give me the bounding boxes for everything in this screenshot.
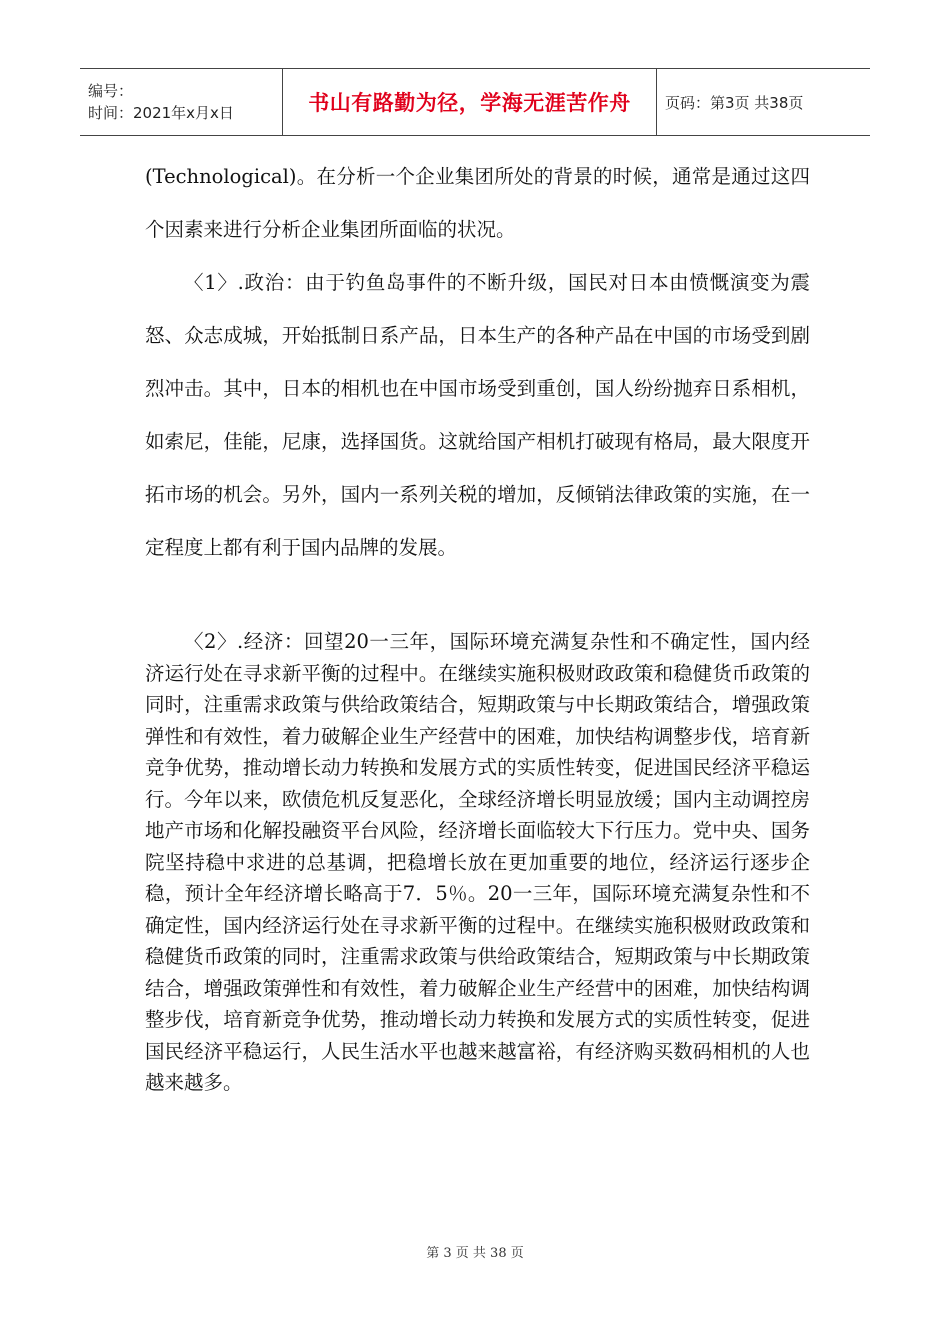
document-number-label: 编号： xyxy=(88,82,134,100)
header-meta xyxy=(80,69,282,135)
paragraph-politics: 〈1〉.政治：由于钓鱼岛事件的不断升级，国民对日本由愤慨演变为震怒、众志成城，开始抵制日系产品，日本生产的各种产品在中国的市场受到剧烈冲击。其中，日本的相机也在中国市场受到重创，国人纷纷抛弃日系相机，如索尼，佳能，尼康，选择国货。这就给国产相机打破现有格局，最大限度开拓市场的机会。另外，国内一系列关税的增加，反倾销法律政策的实施，在一定程度上都有利于国内品牌的发展。 xyxy=(145,271,810,559)
page-footer: 第 3 页 共 38 页 xyxy=(426,1246,524,1261)
paragraph-economy: 〈2〉.经济：回望20一三年，国际环境充满复杂性和不确定性，国内经济运行处在寻求新平衡的过程中。在继续实施积极财政政策和稳健货币政策的同时，注重需求政策与供给政策结合，短期政策与中长期政策结合，增强政策弹性和有效性，着力破解企业生产经营中的困难，加快结构调整步伐，培育新竞争优势，推动增长动力转换和发展方式的实质性转变，促进国民经济平稳运行。今年以来，欧债危机反复恶化，全球经济增长明显放缓；国内主动调控房地产市场和化解投融资平台风险，经济增长面临较大下行压力。党中央、国务院坚持稳中求进的总基调，把稳增长放在更加重要的地位，经济运行逐步企稳，预计全年经济增长略高于7．5％。20一三年，国际环境充满复杂性和不确定性，国内经济运行处在寻求新平衡的过程中。在继续实施积极财政政策和稳健货币政策的同时，注重需求政策与供给政策结合，短期政策与中长期政策结合，增强政策弹性和有效性，着力破解企业生产经营中的困难，加快结构调整步伐，培育新竞争优势，推动增长动力转换和发展方式的实质性转变，促进国民经济平稳运行，人民生活水平也越来越富裕，有经济购买数码相机的人也越来越多。 xyxy=(145,630,810,1094)
document-body xyxy=(145,150,810,256)
page-header xyxy=(80,68,870,136)
document-body-politics xyxy=(145,256,810,574)
header-page-cell xyxy=(657,69,870,135)
header-motto: 书山有路勤为径，学海无涯苦作舟 xyxy=(308,91,631,115)
header-page-code: 页码：第3页 共38页 xyxy=(665,93,804,112)
paragraph-intro: (Technological)。在分析一个企业集团所处的背景的时候，通常是通过这四个因素来进行分析企业集团所面临的状况。 xyxy=(145,165,810,241)
document-date-label: 时间：2021年x月x日 xyxy=(88,104,234,122)
header-motto-cell xyxy=(282,69,657,135)
document-body-economy xyxy=(145,626,810,1099)
